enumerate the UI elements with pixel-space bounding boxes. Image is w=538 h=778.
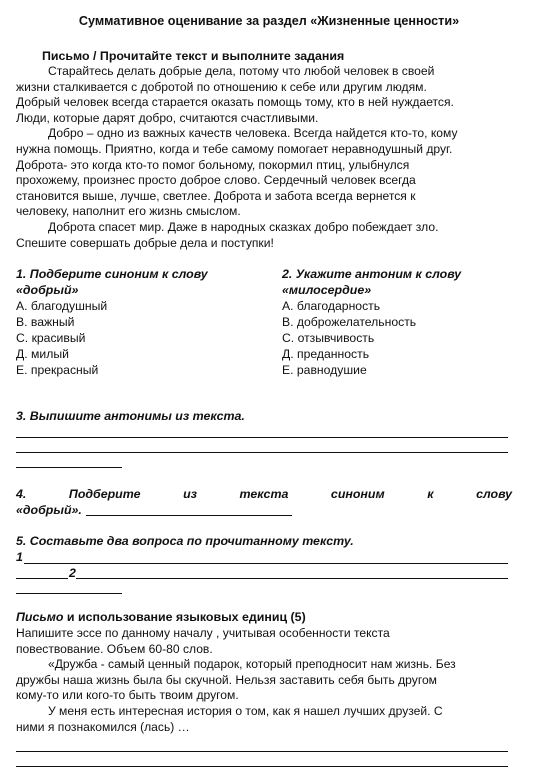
answer-line[interactable] [76,578,508,579]
q4-word: синоним [330,487,385,501]
q4-word: из [183,487,197,501]
answer-line[interactable] [16,766,508,767]
q2-option: С. отзывчивость [282,331,375,345]
q2-option: В. доброжелательность [282,315,417,329]
answer-line[interactable] [86,515,292,516]
instruction-line: повествование. Объем 60-80 слов. [16,641,213,656]
text-line: жизни сталкивается с добротой по отношению к себе или другим людям. [16,79,427,94]
question-1-line1: 1. Подберите синоним к слову [16,267,208,281]
q4-word: 4. [16,487,27,501]
question-3: 3. Выпишите антонимы из текста. [16,409,245,423]
section-title-rest: и использование языковых единиц (5) [63,610,306,624]
writing-instruction [16,626,512,735]
story-line: У меня есть интересная история о том, как я нашел лучших друзей. С [48,703,443,718]
text-line: Спешите совершать добрые дела и поступки! [16,235,274,250]
text-line: Добро – одно из важных качеств человека. Всегда найдется кто-то, кому [48,126,458,141]
text-line: Добрый человек всегда старается оказать помощь тому, кто в ней нуждается. [16,95,454,110]
q1-option: А. благодушный [16,299,108,313]
q1-option: Е. прекрасный [16,363,99,377]
answer-line[interactable] [16,452,508,453]
answer-line[interactable] [16,467,122,468]
answer-line[interactable] [16,593,122,594]
quote-line: дружбы наша жизнь была бы скучной. Нельзя заставить себя быть другом [16,672,438,687]
text-line: нужна помощь. Приятно, когда и тебе самому помогает неравнодушный друг. [16,141,453,156]
q4-word: текста [239,487,289,501]
quote-line: кому-то или кого-то быть твоим другом. [16,688,239,703]
answer-line[interactable] [16,578,68,579]
q1-option: В. важный [16,315,75,329]
answer-line[interactable] [24,563,508,564]
question-4-line1 [16,486,512,502]
q5-number-1: 1 [16,550,23,564]
text-line: Старайтесь делать добрые дела, потому что любой человек в своей [48,64,435,78]
q4-word: слову [476,487,512,501]
section-title-italic: Письмо [16,610,64,624]
q4-word: к [427,487,434,501]
q1-option: Д. милый [16,347,69,361]
question-4-line2: «добрый». [16,503,82,517]
q2-option: Д. преданность [282,347,370,361]
text-line: прохожему, произнес просто доброе слово. Сердечный человек всегда [16,173,416,188]
answer-line[interactable] [16,437,508,438]
reading-text [16,64,512,251]
text-line: Доброта- это когда кто-то помог больному, покормил птиц, улыбнулся [16,157,410,172]
question-2-line1: 2. Укажите антоним к слову [282,267,462,281]
question-1 [16,266,248,378]
q5-number-2: 2 [69,566,76,580]
answer-line[interactable] [16,751,508,752]
instruction-line: Напишите эссе по данному началу , учитывая особенности текста [16,626,390,640]
q2-option: А. благодарность [282,299,381,313]
q2-option: Е. равнодушие [282,363,367,377]
page-title: Суммативное оценивание за раздел «Жизненные ценности» [78,14,460,28]
q1-option: С. красивый [16,331,86,345]
text-line: Люди, которые дарят добро, считаются счастливыми. [16,110,319,125]
question-2 [282,266,514,378]
question-5: 5. Составьте два вопроса по прочитанному тексту. [16,534,354,548]
text-line: человеку, наполнит его жизнь смыслом. [16,204,241,219]
story-line: ними я познакомился (лась) … [16,719,190,734]
section-title-writing [16,610,306,624]
q4-word: Подберите [68,487,141,501]
question-1-line2: «добрый» [16,283,79,297]
text-line: становится выше, лучше, светлее. Доброта и забота всегда вернется к [16,188,416,203]
section-title-reading: Письмо / Прочитайте текст и выполните задания [42,49,345,63]
text-line: Доброта спасет мир. Даже в народных сказках добро побеждает зло. [48,219,439,234]
quote-line: «Дружба - самый ценный подарок, который преподносит нам жизнь. Без [48,657,456,672]
question-2-line2: «милосердие» [282,283,372,297]
